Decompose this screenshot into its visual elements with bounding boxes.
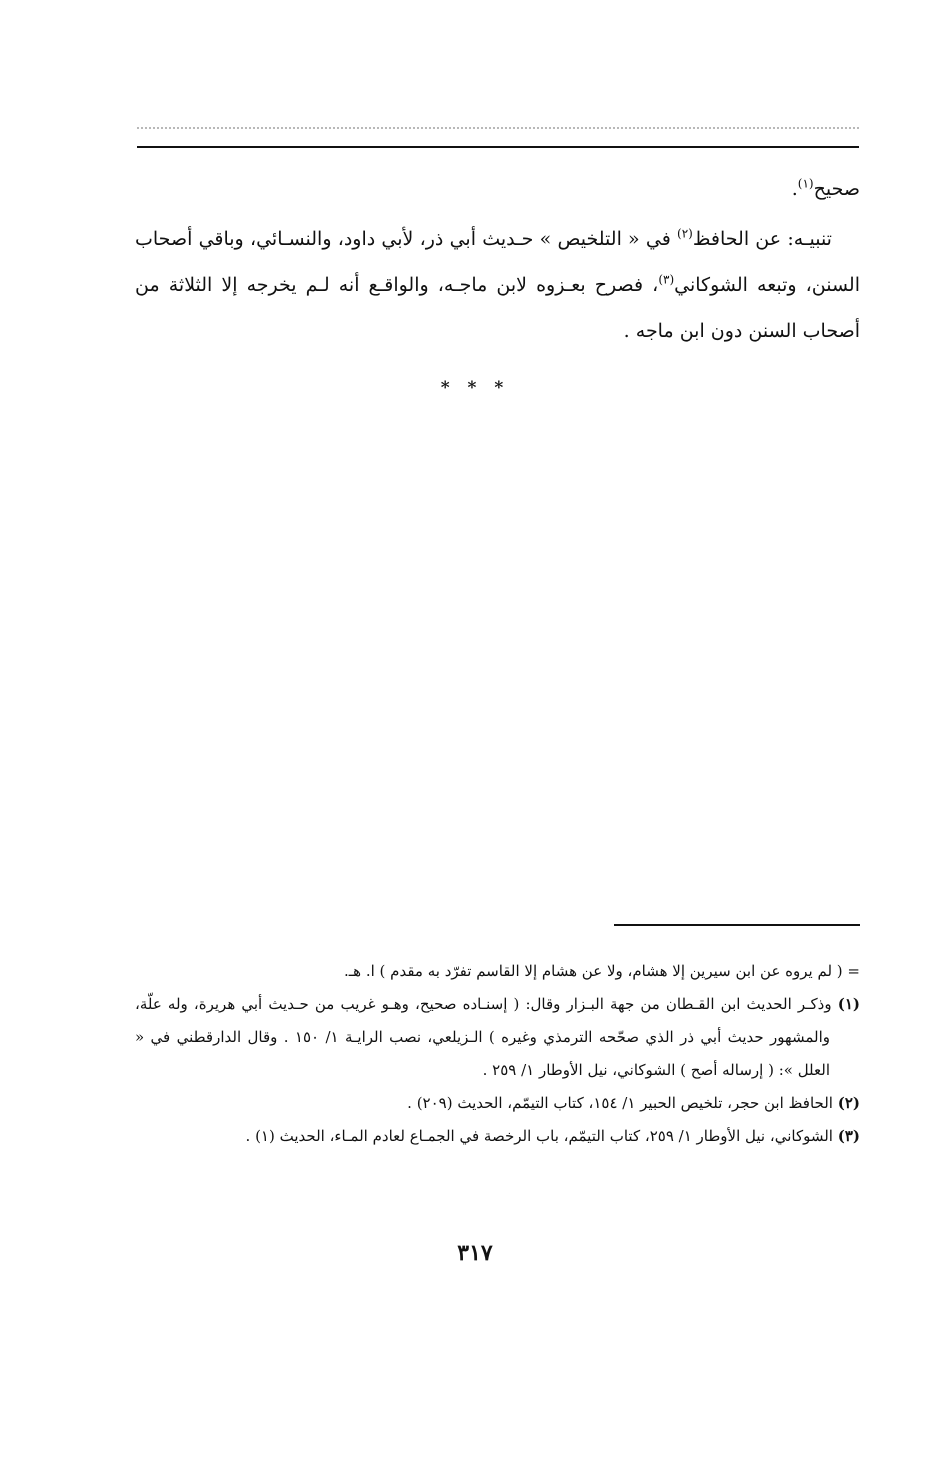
main-line1-text: صحيح [813,178,860,200]
page-number: ٣١٧ [457,1240,493,1266]
footnote-ref-3: (٣) [658,272,675,287]
footnotes [135,955,860,1153]
main-text [135,166,860,354]
footnote-3 [135,1120,860,1153]
footnote-2-text: الحافظ ابن حجر، تلخيص الحبير ١/ ١٥٤، كتاب التيمّم، الحديث (٢٠٩) . [407,1094,838,1112]
footnote-continued: = ( لم يروه عن ابن سيرين إلا هشام، ولا عن هشام إلا القاسم تفرّد به مقدم ) ا. هـ. [344,962,860,980]
main-first-line [135,166,860,212]
main-line1-end: . [791,178,798,200]
footnote-1-text: وذكـر الحديث ابن القـطان من جهة البـزار وقال: ( إسنـاده صحيح، وهـو غريب من حـديث أبي هريرة، وله علّة، والمشهور حديث أبي ذر الذي صحّحه الترمذي وغيره ) الـزيلعي، نصب الرايـة ١/ ١٥٠ . وقال الدارقطني في « العلل »: ( إرساله أصح ) الشوكاني، نيل الأوطار ١/ ٢٥٩ . [135,995,838,1079]
footnote-1-number: (١) [837,995,860,1013]
footnote-1 [135,988,860,1087]
section-separator: * * * [440,378,510,398]
footnote-2 [135,1087,860,1120]
paragraph-segment-a: عن الحافظ [692,228,788,250]
paragraph-segment-b: في « التلخيص » حـديث أبي ذر، لأبي داود، والنسـائي، وباقي أصحاب السنن، وتبعه الشوكاني [135,228,860,296]
footnote-rule [614,924,860,926]
header-solid-rule [137,146,859,148]
footnote-3-text: الشوكاني، نيل الأوطار ١/ ٢٥٩، كتاب التيمّم، باب الرخصة في الجمـاع لعادم المـاء، الحديث (١) . [245,1127,838,1145]
paragraph-label: تنبيـه: [787,228,832,250]
footnote-ref-2: (٢) [677,226,693,241]
footnote-ref-1: (١) [797,176,814,191]
footnote-2-number: (٢) [837,1094,860,1112]
header-dotted-rule [137,127,859,129]
paragraph-segment-c: ، فصرح بعـزوه لابن ماجـه، والواقـع أنه لـم يخرجه إلا الثلاثة من أصحاب السنن دون ابن ماجه . [135,274,860,342]
main-paragraph [135,216,860,354]
footnote-3-number: (٣) [837,1127,860,1145]
